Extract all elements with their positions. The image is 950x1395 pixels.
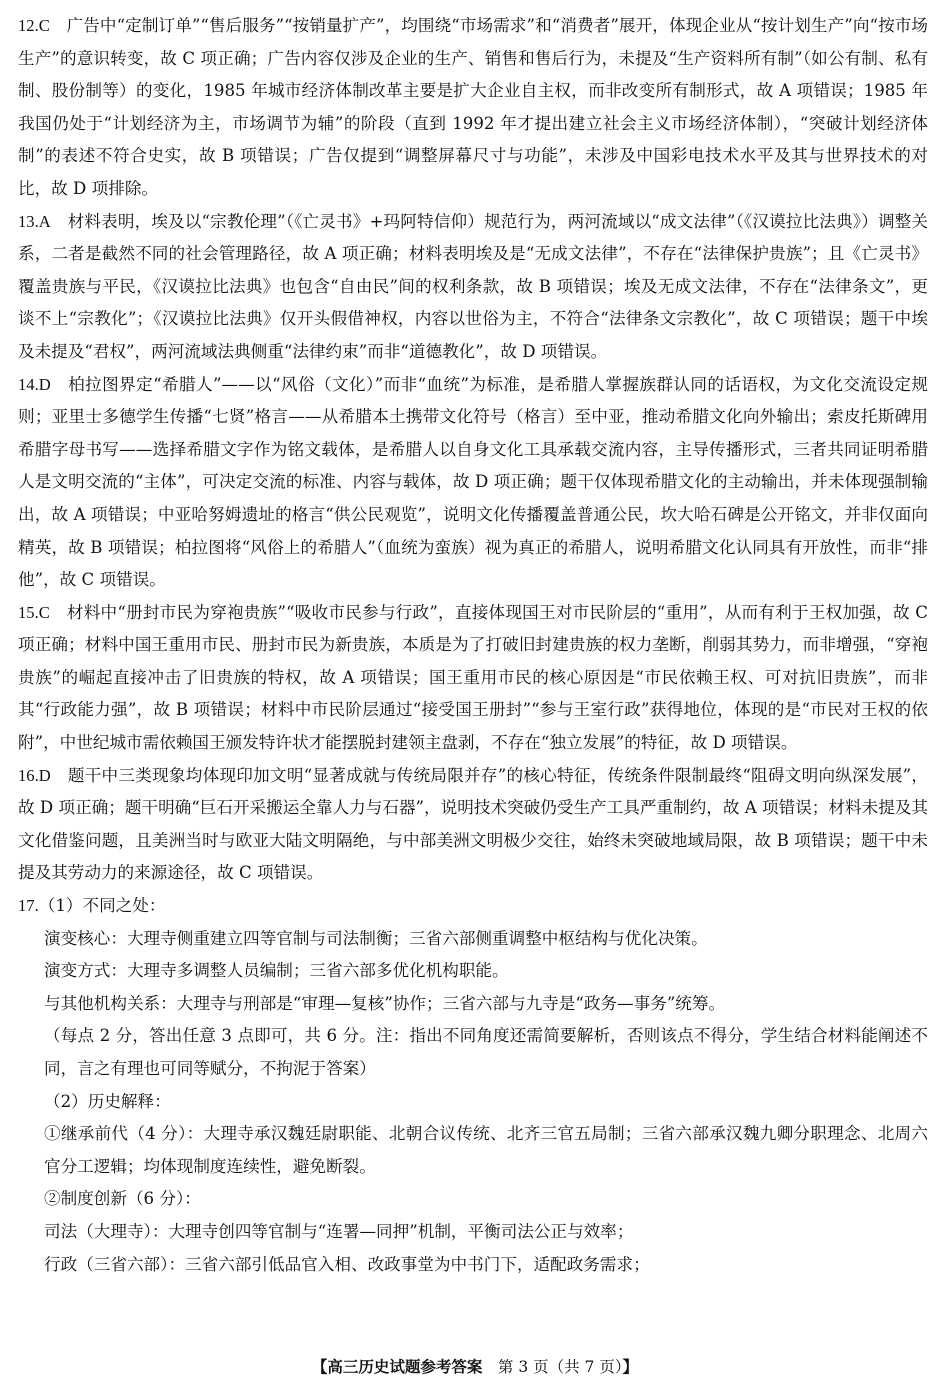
part1-title: （1）不同之处： [38, 896, 166, 916]
part1-line-core: 演变核心：大理寺侧重建立四等官制与司法制衡；三省六部侧重调整中枢结构与优化决策。 [44, 928, 708, 948]
footer-page-number: 第 3 页（共 7 页） [497, 1358, 623, 1376]
answer-12 [18, 10, 928, 206]
footer-title: 【高三历史试题参考答案 [311, 1358, 483, 1376]
part2-title: （2）历史解释： [44, 1091, 171, 1111]
answer-number: 16.D [18, 765, 51, 785]
page-footer [0, 1355, 950, 1379]
answer-number: 17. [18, 896, 39, 916]
answer-13 [18, 206, 928, 369]
part2-line-judicial: 司法（大理寺）：大理寺创四等官制与“连署—同押”机制，平衡司法公正与效率； [44, 1221, 634, 1241]
part2-line-inherit: ①继承前代（4 分）：大理寺承汉魏廷尉职能、北朝合议传统、北齐三官五局制；三省六部承汉魏九卿分职理念、北周六官分工逻辑；均体现制度连续性，避免断裂。 [44, 1124, 928, 1176]
answer-explanation: 材料表明，埃及以“宗教伦理”（《亡灵书》+玛阿特信仰）规范行为，两河流域以“成文法律”（《汉谟拉比法典》）调整关系，二者是截然不同的社会管理路径，故 A 项正确；材料表明埃及是“无成文法律”，不存在“法律保护贵族”；且《亡灵书》覆盖贵族与平民，《汉谟拉比法典》也包含“自由民”间的权利条款，故 B 项错误；埃及无成文法律，不存在“法律条文”，更谈不上“宗教化”；《汉谟拉比法典》仅开头假借神权，内容以世俗为主，不符合“法律条文宗教化”，故 C 项错误；题干中埃及未提及“君权”，两河流域法典侧重“法律约束”而非“道德教化”，故 D 项错误。 [18, 211, 929, 361]
footer-end: 】 [622, 1358, 639, 1376]
answer-number: 13.A [18, 211, 51, 231]
answer-explanation: 广告中“定制订单”“售后服务”“按销量扩产”，均围绕“市场需求”和“消费者”展开，体现企业从“按计划生产”向“按市场生产”的意识转变，故 C 项正确；广告内容仅涉及企业的生产、销售和售后行为，未提及“生产资料所有制”（如公有制、私有制、股份制等）的变化，1985 年城市经济体制改革主要是扩大企业自主权，而非改变所有制形式，故 A 项错误；1985 年我国仍处于“计划经济为主，市场调节为辅”的阶段（直到 1992 年才提出建立社会主义市场经济体制），“突破计划经济体制”的表述不符合史实，故 B 项错误；广告仅提到“调整屏幕尺寸与功能”，未涉及中国彩电技术水平及其与世界技术的对比，故 D 项排除。 [18, 16, 929, 198]
part2-line-innovate: ②制度创新（6 分）： [44, 1189, 201, 1209]
part1-line-method: 演变方式：大理寺多调整人员编制；三省六部多优化机构职能。 [44, 961, 509, 981]
answer-number: 12.C [18, 16, 50, 35]
answer-number: 14.D [18, 374, 51, 394]
answer-15 [18, 597, 928, 760]
part2-line-administrative: 行政（三省六部）：三省六部引低品官入相、改政事堂为中书门下，适配政务需求； [44, 1254, 650, 1274]
answer-14 [18, 369, 928, 597]
answer-number: 15.C [18, 602, 50, 622]
answer-explanation: 材料中“册封市民为穿袍贵族”“吸收市民参与行政”，直接体现国王对市民阶层的“重用”，从而有利于王权加强，故 C 项正确；材料中国王重用市民、册封市民为新贵族，本质是为了打破旧封建贵族的权力垄断，削弱其势力，而非增强，“穿袍贵族”的崛起直接冲击了旧贵族的特权，故 A 项错误；国王重用市民的核心原因是“市民依赖王权、可对抗旧贵族”，而非其“行政能力强”，故 B 项错误；材料中市民阶层通过“接受国王册封”“参与王室行政”获得地位，体现的是“市民对王权的依附”，中世纪城市需依赖国王颁发特许状才能摆脱封建领主盘剥，不存在“独立发展”的特征，故 D 项错误。 [18, 602, 928, 753]
answer-explanation: 柏拉图界定“希腊人”——以“风俗（文化）”而非“血统”为标准，是希腊人掌握族群认同的话语权，为文化交流设定规则；亚里士多德学生传播“七贤”格言——从希腊本土携带文化符号（格言）至中亚，推动希腊文化向外输出；索皮托斯碑用希腊字母书写——选择希腊文字作为铭文载体，是希腊人以自身文化工具承载交流内容，主导传播形式，三者共同证明希腊人是文明交流的“主体”，可决定交流的标准、内容与载体，故 D 项正确；题干仅体现希腊文化的主动输出，并未体现强制输出，故 A 项错误；中亚哈努姆遗址的格言“供公民观览”，说明文化传播覆盖普通公民，坎大哈石碑是公开铭文，并非仅面向精英，故 B 项错误；柏拉图将“风俗上的希腊人”（血统为蛮族）视为真正的希腊人，说明希腊文化认同具有开放性，而非“排他”，故 C 项错误。 [18, 374, 929, 590]
part1-scoring-note: （每点 2 分，答出任意 3 点即可，共 6 分。注：指出不同角度还需简要解析，否则该点不得分，学生结合材料能阐述不同，言之有理也可同等赋分，不拘泥于答案） [44, 1026, 928, 1078]
answer-explanation: 题干中三类现象均体现印加文明“显著成就与传统局限并存”的核心特征，传统条件限制最终“阻碍文明向纵深发展”，故 D 项正确；题干明确“巨石开采搬运全靠人力与石器”，说明技术突破仍受生产工具严重制约，故 A 项错误；材料未提及其文化借鉴问题，且美洲当时与欧亚大陆文明隔绝，与中部美洲文明极少交往，始终未突破地域局限，故 B 项错误；题干中未提及其劳动力的来源途径，故 C 项错误。 [18, 765, 929, 883]
answer-16 [18, 760, 928, 890]
part1-line-relation: 与其他机构关系：大理寺与刑部是“审理—复核”协作；三省六部与九寺是“政务—事务”统筹。 [44, 993, 726, 1013]
answer-17-heading [18, 890, 928, 923]
